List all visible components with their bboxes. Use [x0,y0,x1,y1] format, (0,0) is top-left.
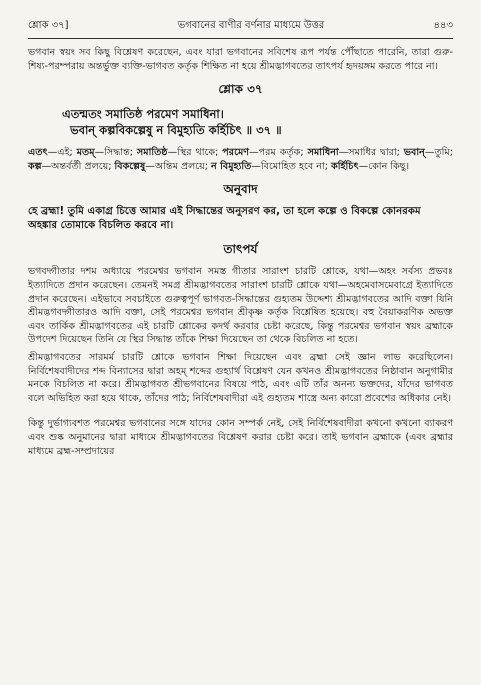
synonym-meaning: —এই; [47,147,77,159]
page-number: ৪৪৩ [433,20,453,31]
synonym-word: কর্হিচিৎ [331,160,359,172]
header-chapter-title: ভগবানের বাণীর বর্ণনার মাধ্যমে উত্তর [177,20,325,31]
translation: হে ব্রহ্মা! তুমি একাগ্র চিত্তে আমার এই সিদ্ধান্তের অনুসরণ কর, তা হলে কল্পে ও বিকল্পে কোনরকম অহঙ্কার তোমাকে বিচলিত করবে না। [28,206,421,232]
page-header [28,18,453,39]
synonym-word: এতৎ [28,147,48,159]
synonym-meaning: —কোন কিছু। [358,160,410,172]
synonym-meaning: —স্থির থাকে; [167,147,223,159]
synonym-meaning: —অন্তর্বর্তী প্রলয়ে; [41,160,115,172]
intro-paragraph: ভগবান স্বয়ং সব কিছু বিশ্লেষণ করেছেন, এবং যারা ভগবানের সবিশেষ রূপ পর্যন্ত পৌঁছাতে পারেনি, তারা গুরু-শিষ্য-পরম্পরায় অন্তর্ভুক্ত ব্যক্তি-ভাগবত কর্তৃক শিক্ষিত না হয়ে শ্রীমদ্ভাগবতের তাৎপর্য হৃদয়ঙ্গম করতে পারে না। [28,47,453,72]
synonym-meaning: —অন্তিম প্রলয়ে; [145,160,212,172]
synonym-meaning: —সমাধির দ্বারা; [338,147,404,159]
synonym-word: সমাধিনা [307,147,339,159]
verse-line-2: ভবান্ কল্পবিকল্পেষু ন বিমুহ্যতি কর্হিচিৎ ॥ ৩৭ ॥ [70,123,282,138]
synonym-meaning: —বিমোহিত হবে না; [251,160,332,172]
synonym-word: সমাতিষ্ঠ [136,147,168,159]
synonym-meaning: —সিদ্ধান্ত; [94,147,137,159]
synonym-word: কল্প [28,160,42,172]
verse-line-1: এতন্মতং সমাতিষ্ঠ পরমেণ সমাধিনা। [62,107,224,122]
synonym-word: বিকল্পেষু [114,160,146,172]
purport-heading: তাৎপর্য [223,242,258,257]
header-verse-ref: শ্লোক ৩৭] [28,20,69,31]
purport-paragraph-2: শ্রীমদ্ভাগবতের সারমর্ম চারটি শ্লোকে ভগবান শিক্ষা দিয়েছেন এবং ব্রহ্মা সেই জ্ঞান লাভ করেছিলেন। নির্বিশেষবাদীদের শব্দ বিন্যাসের দ্বারা অহম্ শব্দের গুহ্যার্থ বিশ্লেষণ যেন কখনও শ্রীমদ্ভাগবতের নিষ্ঠাবান অনুগামীর মনকে বিচলিত না করে। শ্রীমদ্ভাগবত শ্রীভগবানের বিষয়ে পাঠ, এবং এটি তাঁর অনন্য ভক্তদের, যাঁদের ভাগবত বলে অভিহিত করা হয়ে থাকে, তাঁদের পাঠ; নির্বিশেষবাদীরা এই গুহ্যতম শাস্ত্রে অন্য কারো প্রবেশের অধিকার নেই। [28,351,453,404]
synonym-word: ন বিমুহ্যতি [211,160,252,172]
synonym-meaning: —পরম কর্তৃক; [249,147,308,159]
synonym-word: ভবান্ [403,147,425,159]
translation-heading: অনুবাদ [223,182,258,197]
synonym-word: পরমেণ [222,147,250,159]
synonyms [28,146,453,173]
synonym-meaning: —তুমি; [424,147,453,159]
purport-paragraph-3: কিন্তু দুর্ভাগ্যবশত পরমেশ্বর ভগবানের সঙ্গে যাদের কোন সম্পর্ক নেই, সেই নির্বিশেষবাদীরা কখনো কখনো ব্যাকরণ এবং শুষ্ক অনুমানের দ্বারা মাধ্যমে শ্রীমদ্ভাগবতের বিশ্লেষণ করার চেষ্টা করে। তাই ভগবান ব্রহ্মাকে (এবং ব্রহ্মার মাধ্যমে ব্রহ্ম-সম্প্রদায়ের [28,418,453,457]
verse-text [62,106,453,138]
synonym-word: মতম্ [76,147,95,159]
verse-heading: শ্লোক ৩৭ [218,82,263,97]
purport-paragraph-1: ভগবদ্গীতার দশম অধ্যায়ে পরমেশ্বর ভগবান সমস্ত গীতার সারাংশ চারটি শ্লোকে, যথা—অহং সর্বস্য প্রভবঃ ইত্যাদিতে প্রদান করেছেন। তেমনই সমগ্র শ্রীমদ্ভাগবতের সারাংশ চারটি শ্লোকে যথা—অহমেবাসমেবাগ্রে ইত্যাদিতে প্রদান করেছেন। এইভাবে সবচাইতে গুরুত্বপূর্ণ ভাগবত-সিদ্ধান্তের গুহ্যতম উদ্দেশ্য শ্রীমদ্ভাগবতের আদি বক্তা যিনি শ্রীমদ্ভগবদ্গীতারও আদি বক্তা, সেই পরমেশ্বর ভগবান শ্রীকৃষ্ণ কর্তৃক বিশ্লেষিত হয়েছে। বহু বৈয়াকরণিক অভক্ত এবং তার্কিক শ্রীমদ্ভাগবতের এই চারটি শ্লোকের কদর্থ করবার চেষ্টা করেছে, কিন্তু পরমেশ্বর ভগবান স্বয়ং ব্রহ্মাকে উপদেশ দিয়েছেন তিনি যে স্থির সিদ্ধান্ত তাঁকে শিক্ষা দিয়েছেন তা থেকে বিচলিত না হতে। [28,266,453,346]
